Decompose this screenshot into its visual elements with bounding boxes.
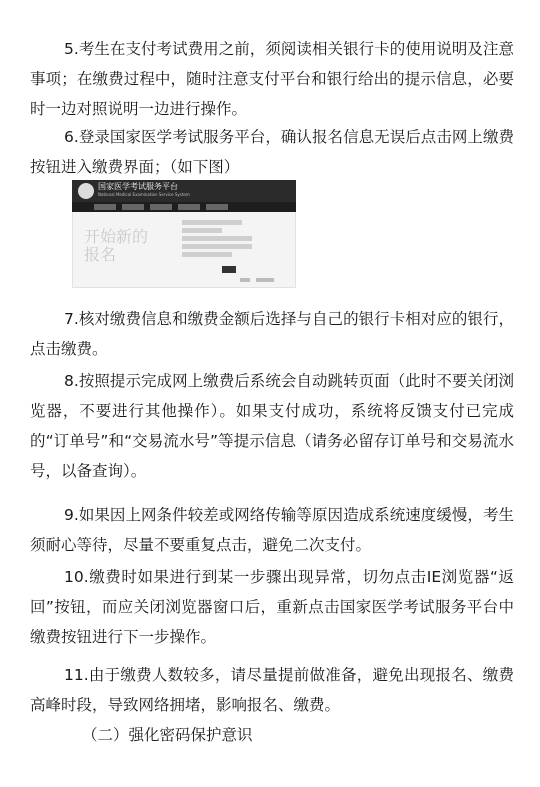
figure-link	[256, 278, 274, 282]
figure-site-title-en: National Medical Examination Service System	[98, 192, 190, 197]
paragraph-8: 8.按照提示完成网上缴费后系统会自动跳转页面（此时不要关闭浏览器，不要进行其他操作）。如果支付成功，系统将反馈支付已完成的“订单号”和“交易流水号”等提示信息（请务必留存订单号和交易流水号，以备查询）。	[30, 372, 514, 480]
section-heading-2: （二）强化密码保护意识	[82, 726, 253, 744]
site-logo-icon	[78, 183, 94, 199]
figure-nav-bar	[72, 202, 296, 212]
figure-site-header	[72, 180, 296, 202]
paragraph-9: 9.如果因上网条件较差或网络传输等原因造成系统速度缓慢，考生须耐心等待，尽量不要重复点击，避免二次支付。	[30, 506, 514, 554]
paragraph-6: 6.登录国家医学考试服务平台，确认报名信息无误后点击网上缴费按钮进入缴费界面；（如下图）	[30, 128, 514, 176]
paragraph-11: 11.由于缴费人数较多，请尽量提前做准备，避免出现报名、缴费高峰时段，导致网络拥堵，影响报名、缴费。	[30, 666, 514, 714]
figure-form	[182, 220, 282, 260]
paragraph-5: 5.考生在支付考试费用之前，须阅读相关银行卡的使用说明及注意事项；在缴费过程中，随时注意支付平台和银行给出的提示信息，必要时一边对照说明一边进行操作。	[30, 40, 514, 118]
figure-watermark-text: 开始新的报名	[84, 227, 149, 264]
paragraph-10: 10.缴费时如果进行到某一步骤出现异常，切勿点击IE浏览器“返回”按钮，而应关闭浏览器窗口后，重新点击国家医学考试服务平台中缴费按钮进行下一步操作。	[30, 568, 514, 646]
paragraph-7: 7.核对缴费信息和缴费金额后选择与自己的银行卡相对应的银行，点击缴费。	[30, 310, 514, 358]
figure-site-title: 国家医学考试服务平台	[98, 182, 178, 191]
figure-link	[240, 278, 250, 282]
figure-pay-button	[222, 266, 236, 273]
payment-interface-screenshot	[72, 180, 296, 288]
